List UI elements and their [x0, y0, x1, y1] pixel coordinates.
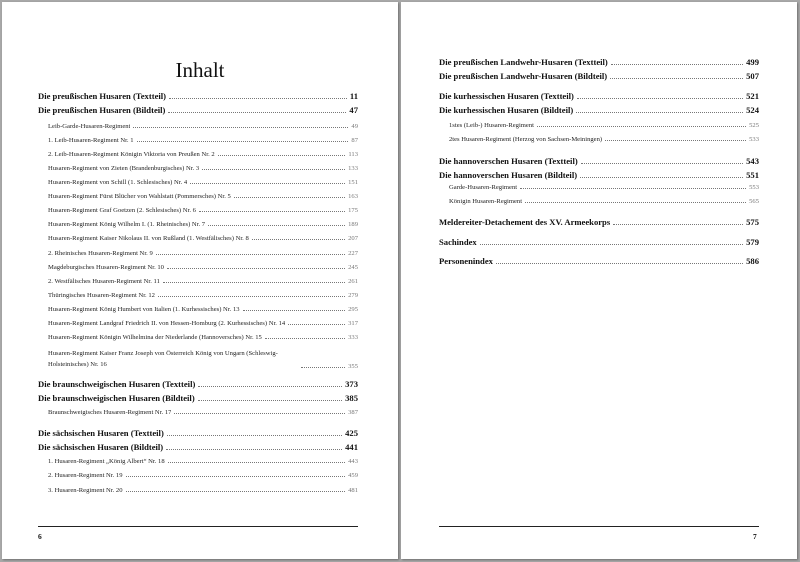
dot-leader: [301, 367, 345, 368]
toc-subentry: [48, 458, 358, 465]
toc-subentry: [48, 250, 358, 257]
toc-entry-title: Magdeburgisches Husaren-Regiment Nr. 10: [48, 264, 164, 271]
toc-subentry: [48, 409, 358, 416]
page-title: Inhalt: [175, 58, 225, 82]
toc-entry-page: 373: [345, 379, 358, 389]
toc-entry-page: 151: [348, 179, 358, 186]
toc-entry-page: 227: [348, 250, 358, 257]
dot-leader: [243, 310, 346, 311]
toc-subentry: [449, 122, 759, 129]
toc-entry-page: 586: [746, 256, 759, 266]
toc-section-entry: [439, 256, 759, 266]
toc-section-entry: [38, 428, 358, 438]
dot-leader: [610, 78, 743, 79]
toc-entry-title: Personenindex: [439, 256, 493, 266]
toc-subentry: [48, 278, 358, 285]
toc-section-entry: [439, 105, 759, 115]
toc-entry-title: Husaren-Regiment von Schill (1. Schlesisches) Nr. 4: [48, 179, 188, 186]
toc-entry-title: 1stes (Leib-) Husaren-Regiment: [449, 122, 534, 129]
toc-section-entry: [38, 379, 358, 389]
toc-entry-page: 385: [345, 393, 358, 403]
page-number: 6: [38, 532, 42, 541]
footer-rule: [38, 526, 358, 527]
toc-entry-page: 551: [746, 170, 759, 180]
dot-leader: [198, 400, 342, 401]
toc-entry-title: 2. Westfälisches Husaren-Regiment Nr. 11: [48, 278, 160, 285]
toc-section-entry: [439, 71, 759, 81]
toc-entry-page: 481: [348, 487, 358, 494]
toc-subentry: [48, 334, 358, 341]
toc-subentry: [48, 487, 358, 494]
toc-entry-title: Die braunschweigischen Husaren (Bildteil): [38, 393, 195, 403]
dot-leader: [190, 183, 345, 184]
toc-entry-title: 2. Husaren-Regiment Nr. 19: [48, 472, 123, 479]
dot-leader: [166, 449, 342, 450]
toc-entry-page: 565: [749, 198, 759, 205]
dot-leader: [613, 224, 743, 225]
toc-subentry: [449, 198, 759, 205]
toc-section-entry: [439, 91, 759, 101]
toc-section-entry: [439, 57, 759, 67]
dot-leader: [133, 127, 348, 128]
toc-entry-page: 579: [746, 237, 759, 247]
toc-entry-title: Die hannoverschen Husaren (Bildteil): [439, 170, 578, 180]
dot-leader: [158, 296, 345, 297]
toc-entry-page: 524: [746, 105, 759, 115]
toc-entry-title: Königin Husaren-Regiment: [449, 198, 523, 205]
toc-subentry: [48, 306, 358, 313]
toc-entry-title: 2. Rheinisches Husaren-Regiment Nr. 9: [48, 250, 153, 257]
toc-subentry: [48, 264, 358, 271]
toc-entry-title: Die kurhessischen Husaren (Bildteil): [439, 105, 574, 115]
toc-entry-page: 47: [349, 105, 358, 115]
toc-entry-title: 2tes Husaren-Regiment (Herzog von Sachsen-Meiningen): [449, 136, 603, 143]
toc-subentry: [48, 193, 358, 200]
toc-entry-page: 441: [345, 442, 358, 452]
toc-section-entry: [38, 393, 358, 403]
dot-leader: [577, 98, 743, 99]
dot-leader: [137, 141, 349, 142]
toc-subentry: [48, 165, 358, 172]
dot-leader: [576, 112, 743, 113]
toc-entry-page: 279: [348, 292, 358, 299]
toc-section-entry: [439, 170, 759, 180]
dot-leader: [580, 177, 743, 178]
toc-entry-page: 189: [348, 221, 358, 228]
toc-entry-title: Husaren-Regiment Fürst Blücher von Wahlstatt (Pommersches) Nr. 5: [48, 193, 231, 200]
toc-entry-title: Braunschweigisches Husaren-Regiment Nr. 17: [48, 409, 172, 416]
toc-entry-page: 533: [749, 136, 759, 143]
toc-entry-title: Leib-Garde-Husaren-Regiment: [48, 123, 131, 130]
toc-entry-page: 575: [746, 217, 759, 227]
toc-entry-page: 459: [348, 472, 358, 479]
toc-entry-title: Die sächsischen Husaren (Bildteil): [38, 442, 164, 452]
toc-section-entry: [38, 105, 358, 115]
dot-leader: [218, 155, 346, 156]
toc-entry-page: 87: [351, 137, 358, 144]
toc-section-entry: [38, 442, 358, 452]
toc-entry-page: 295: [348, 306, 358, 313]
toc-entry-page: 175: [348, 207, 358, 214]
dot-leader: [198, 386, 342, 387]
toc-entry-page: 113: [348, 151, 358, 158]
toc-section-entry: [439, 217, 759, 227]
toc-subentry: [449, 136, 759, 143]
dot-leader: [288, 324, 345, 325]
dot-leader: [234, 197, 345, 198]
toc-subentry: [48, 207, 358, 214]
toc-entry-page: 553: [749, 184, 759, 191]
dot-leader: [265, 338, 345, 339]
dot-leader: [208, 225, 345, 226]
dot-leader: [480, 244, 743, 245]
right-page: [401, 2, 797, 559]
toc-entry-title: Die hannoverschen Husaren (Textteil): [439, 156, 578, 166]
dot-leader: [252, 239, 345, 240]
toc-entry-page: 133: [348, 165, 358, 172]
page-number: 7: [753, 532, 757, 541]
toc-entry-title: Die sächsischen Husaren (Textteil): [38, 428, 164, 438]
toc-entry-title: Husaren-Regiment Landgraf Friedrich II. von Hessen-Homburg (2. Kurhessisches) Nr. 14: [48, 320, 286, 327]
toc-subentry: [48, 151, 358, 158]
toc-entry-title: Die preußischen Landwehr-Husaren (Textteil): [439, 57, 608, 67]
toc-entry-title: Meldereiter-Detachement des XV. Armeekorps: [439, 217, 611, 227]
toc-entry-title: 1. Leib-Husaren-Regiment Nr. 1: [48, 137, 134, 144]
toc-entry-page: 49: [351, 123, 358, 130]
toc-entry-title: Die preußischen Husaren (Bildteil): [38, 105, 166, 115]
toc-entry-page: 525: [749, 122, 759, 129]
toc-section-entry: [38, 91, 358, 101]
toc-entry-page: 521: [746, 91, 759, 101]
toc-entry-title: Husaren-Regiment König Humbert von Italien (1. Kurhessisches) Nr. 13: [48, 306, 240, 313]
dot-leader: [581, 163, 743, 164]
toc-entry-title: Sachindex: [439, 237, 477, 247]
dot-leader: [126, 476, 346, 477]
toc-entry-page: 317: [348, 320, 358, 327]
toc-entry-page: 207: [348, 235, 358, 242]
dot-leader: [537, 126, 746, 127]
toc-entry-page: 543: [746, 156, 759, 166]
toc-subentry: [48, 179, 358, 186]
dot-leader: [169, 98, 347, 99]
dot-leader: [163, 282, 345, 283]
toc-entry-page: 245: [348, 264, 358, 271]
toc-subentry: [48, 292, 358, 299]
footer-rule: [439, 526, 759, 527]
toc-entry-title: Die preußischen Husaren (Textteil): [38, 91, 167, 101]
toc-entry-page: 499: [746, 57, 759, 67]
dot-leader: [174, 413, 345, 414]
toc-entry-page: 355: [348, 363, 358, 370]
toc-subentry: [48, 349, 358, 370]
toc-entry-page: 507: [746, 71, 759, 81]
toc-entry-page: 425: [345, 428, 358, 438]
toc-entry-title: 2. Leib-Husaren-Regiment Königin Viktoria von Preußen Nr. 2: [48, 151, 215, 158]
toc-entry-title: Husaren-Regiment Kaiser Nikolaus II. von Rußland (1. Westfälisches) Nr. 8: [48, 235, 249, 242]
toc-subentry: [48, 123, 358, 130]
dot-leader: [525, 202, 746, 203]
toc-subentry: [48, 137, 358, 144]
left-page: [2, 2, 398, 559]
dot-leader: [126, 491, 346, 492]
toc-entry-title: Husaren-Regiment Königin Wilhelmina der Niederlande (Hannoversches) Nr. 15: [48, 334, 262, 341]
dot-leader: [605, 140, 746, 141]
toc-entry-title: Die preußischen Landwehr-Husaren (Bildteil): [439, 71, 608, 81]
toc-entry-title: 1. Husaren-Regiment „König Albert“ Nr. 18: [48, 458, 165, 465]
dot-leader: [156, 254, 345, 255]
dot-leader: [202, 169, 345, 170]
dot-leader: [496, 263, 743, 264]
toc-entry-page: 11: [349, 91, 358, 101]
dot-leader: [168, 462, 345, 463]
toc-subentry: [449, 184, 759, 191]
toc-entry-title: Garde-Husaren-Regiment: [449, 184, 518, 191]
toc-entry-title: Die kurhessischen Husaren (Textteil): [439, 91, 574, 101]
toc-section-entry: [439, 237, 759, 247]
toc-subentry: [48, 221, 358, 228]
dot-leader: [167, 268, 345, 269]
toc-entry-title: Husaren-Regiment von Zieten (Brandenburgisches) Nr. 3: [48, 165, 200, 172]
toc-subentry: [48, 235, 358, 242]
toc-entry-page: 261: [348, 278, 358, 285]
toc-section-entry: [439, 156, 759, 166]
dot-leader: [168, 112, 346, 113]
toc-entry-title: 3. Husaren-Regiment Nr. 20: [48, 487, 123, 494]
toc-entry-page: 387: [348, 409, 358, 416]
toc-entry-title: Husaren-Regiment König Wilhelm I. (1. Rheinisches) Nr. 7: [48, 221, 206, 228]
toc-entry-page: 443: [348, 458, 358, 465]
toc-entry-title: Husaren-Regiment Kaiser Franz Joseph von Österreich König von Ungarn (Schleswig-Holsteinisches) Nr. 16: [48, 350, 278, 368]
toc-entry-page: 333: [348, 334, 358, 341]
toc-entry-title: Die braunschweigischen Husaren (Textteil): [38, 379, 196, 389]
toc-subentry: [48, 472, 358, 479]
dot-leader: [520, 188, 746, 189]
dot-leader: [199, 211, 345, 212]
toc-subentry: [48, 320, 358, 327]
toc-entry-page: 163: [348, 193, 358, 200]
dot-leader: [167, 435, 342, 436]
toc-entry-title: Husaren-Regiment Graf Goetzen (2. Schlesisches) Nr. 6: [48, 207, 196, 214]
dot-leader: [611, 64, 743, 65]
toc-entry-title: Thüringisches Husaren-Regiment Nr. 12: [48, 292, 155, 299]
